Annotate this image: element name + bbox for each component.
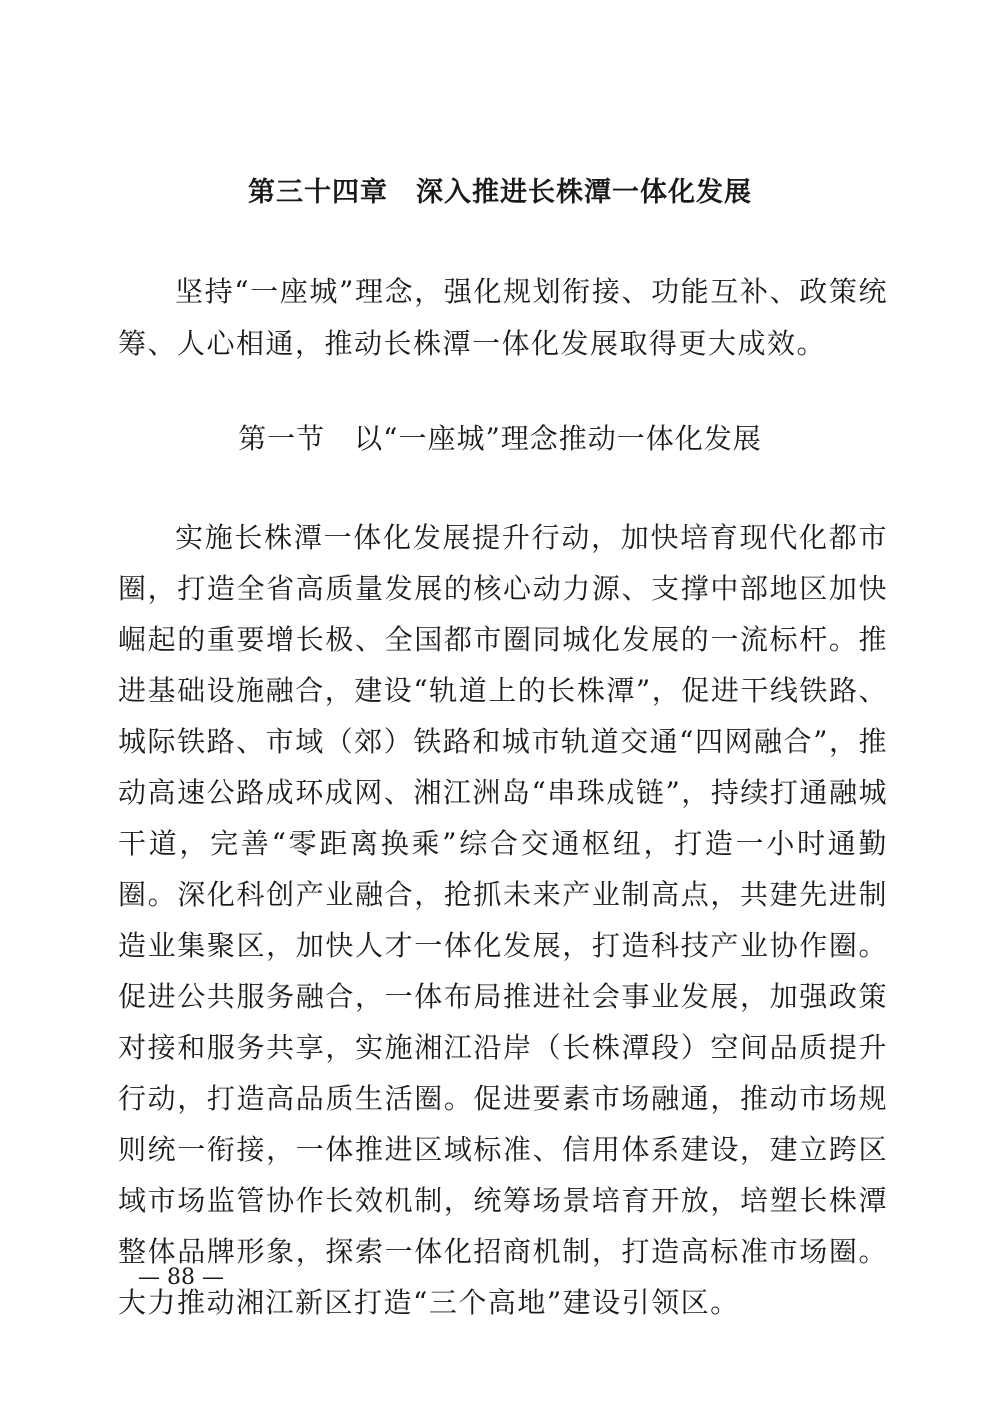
section-title: 第一节 以“一座城”理念推动一体化发展 [238,422,762,455]
section-body-paragraph: 实施长株潭一体化发展提升行动，加快培育现代化都市圈，打造全省高质量发展的核心动力源、支撑中部地区加快崛起的重要增长极、全国都市圈同城化发展的一流标杆。推进基础设施融合，建设“轨道上的长株潭”，促进干线铁路、城际铁路、市域（郊）铁路和城市轨道交通“四网融合”，推动高速公路成环成网、湘江洲岛“串珠成链”，持续打通融城干道，完善“零距离换乘”综合交通枢纽，打造一小时通勤圈。深化科创产业融合，抢抓未来产业制高点，共建先进制造业集聚区，加快人才一体化发展，打造科技产业协作圈。促进公共服务融合，一体布局推进社会事业发展，加强政策对接和服务共享，实施湘江沿岸（长株潭段）空间品质提升行动，打造高品质生活圈。促进要素市场融通，推动市场规则统一衔接，一体推进区域标准、信用体系建设，建立跨区域市场监管协作长效机制，统筹场景培育开放，培塑长株潭整体品牌形象，探索一体化招商机制，打造高标准市场圈。大力推动湘江新区打造“三个高地”建设引领区。 [118,521,888,1319]
page-number: — 88 — [138,1265,224,1290]
intro-paragraph: 坚持“一座城”理念，强化规划衔接、功能互补、政策统筹、人心相通，推动长株潭一体化发展取得更大成效。 [118,275,888,360]
chapter-title: 第三十四章 深入推进长株潭一体化发展 [248,177,752,208]
